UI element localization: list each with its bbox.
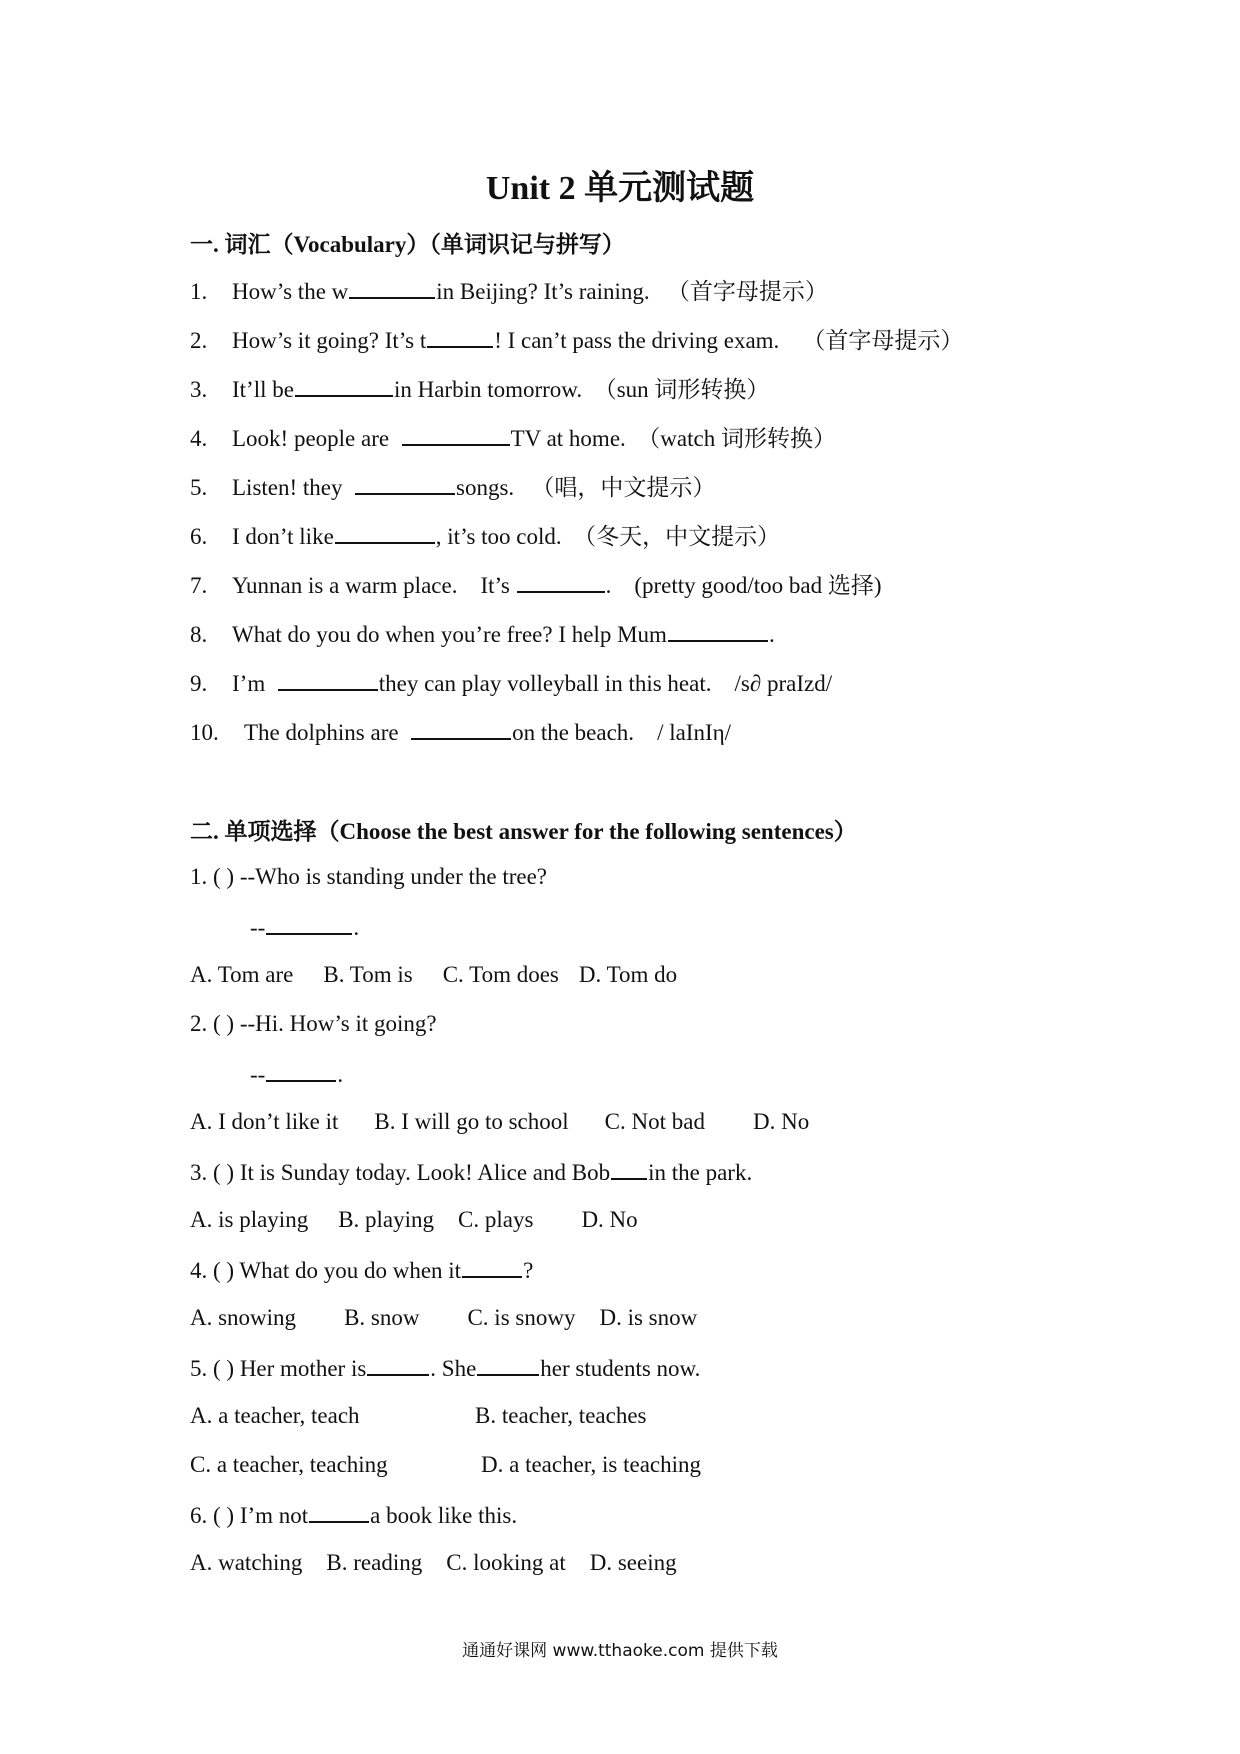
- question-2-stem: 2. ( ) --Hi. How’s it going?: [190, 1011, 437, 1036]
- question-6-stem: 6. ( ) I’m not a book like this.: [190, 1499, 517, 1531]
- option-a[interactable]: A. snowing: [190, 1305, 297, 1330]
- answer-blank[interactable]: [411, 716, 511, 740]
- page-footer: 通通好课网 www.tthaoke.com 提供下载: [462, 1641, 778, 1661]
- answer-blank[interactable]: [611, 1156, 647, 1180]
- option-c[interactable]: C. a teacher, teaching: [190, 1452, 388, 1477]
- vocab-item-1: 1. How’s the w in Beijing? It’s raining. （首字母提示）: [190, 275, 828, 307]
- vocab-item-8: 8. What do you do when you’re free? I help Mum .: [190, 618, 775, 650]
- option-c[interactable]: C. is snowy: [467, 1305, 576, 1330]
- answer-blank[interactable]: [402, 422, 510, 446]
- answer-blank[interactable]: [335, 520, 435, 544]
- question-5-options-row1: [190, 1401, 646, 1431]
- question-6-options: [190, 1548, 707, 1578]
- option-d[interactable]: D. seeing: [589, 1550, 677, 1575]
- question-1-options: [190, 960, 707, 990]
- option-c[interactable]: C. plays: [458, 1207, 534, 1232]
- question-1-stem: 1. ( ) --Who is standing under the tree?: [190, 864, 548, 889]
- vocab-item-3: 3. It’ll be in Harbin tomorrow. （sun 词形转换）: [190, 373, 769, 405]
- question-1-reply: -- .: [250, 911, 359, 943]
- question-5-stem: 5. ( ) Her mother is . She her students now.: [190, 1352, 700, 1384]
- answer-blank[interactable]: [266, 911, 352, 935]
- vocab-item-9: 9. I’m they can play volleyball in this heat. /s∂ praIzd/: [190, 667, 832, 699]
- option-d[interactable]: D. No: [581, 1207, 638, 1232]
- answer-blank[interactable]: [266, 1058, 336, 1082]
- option-c[interactable]: C. Not bad: [604, 1109, 705, 1134]
- question-2-reply: -- .: [250, 1058, 343, 1090]
- option-a[interactable]: A. a teacher, teach: [190, 1403, 360, 1428]
- option-a[interactable]: A. I don’t like it: [190, 1109, 339, 1134]
- answer-blank[interactable]: [355, 471, 455, 495]
- option-a[interactable]: A. Tom are: [190, 962, 294, 987]
- question-3-options: [190, 1205, 668, 1235]
- answer-blank[interactable]: [367, 1352, 429, 1376]
- question-3-stem: 3. ( ) It is Sunday today. Look! Alice and Bob in the park.: [190, 1156, 752, 1188]
- page-title: Unit 2 单元测试题: [485, 170, 755, 207]
- answer-blank[interactable]: [349, 275, 435, 299]
- vocab-item-5: 5. Listen! they songs. （唱，中文提示）: [190, 471, 715, 503]
- option-c[interactable]: C. looking at: [446, 1550, 566, 1575]
- option-a[interactable]: A. watching: [190, 1550, 303, 1575]
- vocab-item-4: 4. Look! people are TV at home. （watch 词形转换）: [190, 422, 836, 454]
- answer-blank[interactable]: [278, 667, 378, 691]
- option-b[interactable]: B. Tom is: [323, 962, 413, 987]
- vocab-item-2: 2. How’s it going? It’s t ! I can’t pass the driving exam. （首字母提示）: [190, 324, 963, 356]
- option-b[interactable]: B. reading: [326, 1550, 423, 1575]
- answer-blank[interactable]: [295, 373, 393, 397]
- option-b[interactable]: B. I will go to school: [374, 1109, 569, 1134]
- option-b[interactable]: B. snow: [344, 1305, 420, 1330]
- question-4-stem: 4. ( ) What do you do when it ?: [190, 1254, 533, 1286]
- option-b[interactable]: B. teacher, teaches: [475, 1403, 647, 1428]
- section-choice-heading: 二. 单项选择（Choose the best answer for the following sentences）: [190, 819, 857, 844]
- vocab-item-6: 6. I don’t like , it’s too cold. （冬天，中文提示）: [190, 520, 780, 552]
- answer-blank[interactable]: [477, 1352, 539, 1376]
- question-5-options-row2: [190, 1450, 701, 1480]
- option-d[interactable]: D. Tom do: [578, 962, 678, 987]
- vocab-item-7: 7. Yunnan is a warm place. It’s . (pretty good/too bad 选择): [190, 569, 882, 601]
- option-d[interactable]: D. is snow: [599, 1305, 698, 1330]
- option-d[interactable]: D. a teacher, is teaching: [481, 1452, 702, 1477]
- answer-blank[interactable]: [517, 569, 605, 593]
- option-b[interactable]: B. playing: [338, 1207, 435, 1232]
- vocab-item-10: 10. The dolphins are on the beach. / laInIη/: [190, 716, 731, 748]
- option-a[interactable]: A. is playing: [190, 1207, 309, 1232]
- option-d[interactable]: D. No: [752, 1109, 810, 1134]
- section-vocabulary-heading: 一. 词汇（Vocabulary）（单词识记与拼写）: [190, 232, 625, 257]
- option-c[interactable]: C. Tom does: [442, 962, 559, 987]
- question-2-options: [190, 1107, 839, 1137]
- answer-blank[interactable]: [427, 324, 493, 348]
- answer-blank[interactable]: [309, 1499, 369, 1523]
- question-4-options: [190, 1303, 727, 1333]
- answer-blank[interactable]: [668, 618, 768, 642]
- answer-blank[interactable]: [462, 1254, 522, 1278]
